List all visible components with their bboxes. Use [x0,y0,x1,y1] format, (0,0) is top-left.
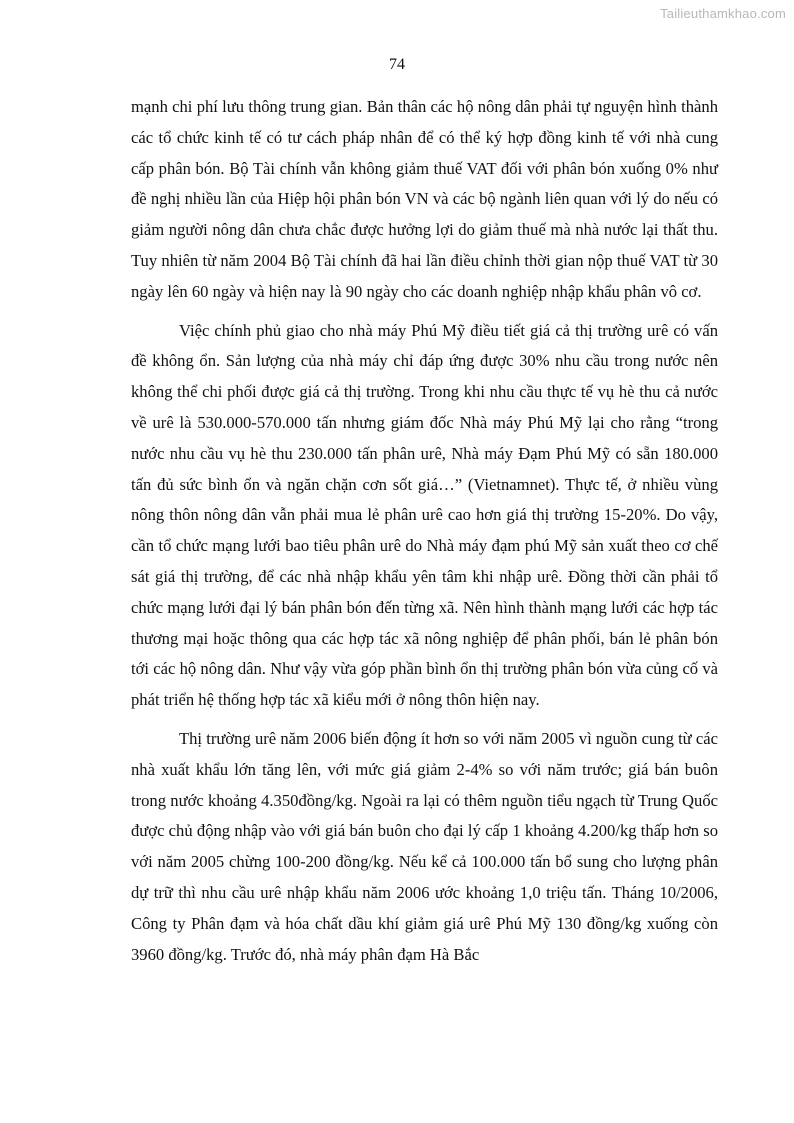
page-number: 74 [389,56,405,73]
paragraph-continuation: mạnh chi phí lưu thông trung gian. Bản thân các hộ nông dân phải tự nguyện hình thành các tổ chức kinh tế có tư cách pháp nhân để có thể ký hợp đồng kinh tế với nhà cung cấp phân bón. Bộ Tài chính vẫn không giảm thuế VAT đối với phân bón xuống 0% như đề nghị nhiều lần của Hiệp hội phân bón VN và các bộ ngành liên quan với lý do nếu có giảm người nông dân chưa chắc được hưởng lợi do giảm thuế mà nhà nước lại thất thu. Tuy nhiên từ năm 2004 Bộ Tài chính đã hai lần điều chỉnh thời gian nộp thuế VAT từ 30 ngày lên 60 ngày và hiện nay là 90 ngày cho các doanh nghiệp nhập khẩu phân vô cơ. [131,97,718,301]
document-body [131,92,718,970]
paragraph-urea-market-2006: Thị trường urê năm 2006 biến động ít hơn so với năm 2005 vì nguồn cung từ các nhà xuất khẩu lớn tăng lên, với mức giá giảm 2-4% so với năm trước; giá bán buôn trong nước khoảng 4.350đồng/kg. Ngoài ra lại có thêm nguồn tiểu ngạch từ Trung Quốc được chủ động nhập vào với giá bán buôn cho đại lý cấp 1 khoảng 4.200/kg thấp hơn so với năm 2005 chừng 100-200 đồng/kg. Nếu kể cả 100.000 tấn bổ sung cho lượng phân dự trữ thì nhu cầu urê nhập khẩu năm 2006 ước khoảng 1,0 triệu tấn. Tháng 10/2006, Công ty Phân đạm và hóa chất dầu khí giảm giá urê Phú Mỹ 130 đồng/kg xuống còn 3960 đồng/kg. Trước đó, nhà máy phân đạm Hà Bắc [131,728,718,964]
watermark-text: Tailieuthamkhao.com [660,6,786,21]
paragraph-phu-my-urea: Việc chính phủ giao cho nhà máy Phú Mỹ điều tiết giá cả thị trường urê có vấn đề không ổn. Sản lượng của nhà máy chỉ đáp ứng được 30% nhu cầu trong nước nên không thể chi phối được giá cả thị trường. Trong khi nhu cầu thực tế vụ hè thu cả nước về urê là 530.000-570.000 tấn nhưng giám đốc Nhà máy Phú Mỹ lại cho rằng “trong nước nhu cầu vụ hè thu 230.000 tấn phân urê, Nhà máy Đạm Phú Mỹ có sẵn 180.000 tấn đủ sức bình ổn và ngăn chặn cơn sốt giá…” (Vietnamnet). Thực tế, ở nhiều vùng nông thôn nông dân vẫn phải mua lẻ phân urê cao hơn giá thị trường 15-20%. Do vậy, cần tổ chức mạng lưới bao tiêu phân urê do Nhà máy đạm phú Mỹ sản xuất theo cơ chế sát giá thị trường, để các nhà nhập khẩu yên tâm khi nhập urê. Đồng thời cần phải tổ chức mạng lưới đại lý bán phân bón đến từng xã. Nên hình thành mạng lưới các hợp tác thương mại hoặc thông qua các hợp tác xã nông nghiệp để phân phối, bán lẻ phân bón tới các hộ nông dân. Như vậy vừa góp phần bình ổn thị trường phân bón vừa củng cố và phát triển hệ thống hợp tác xã kiểu mới ở nông thôn hiện nay. [131,320,718,710]
